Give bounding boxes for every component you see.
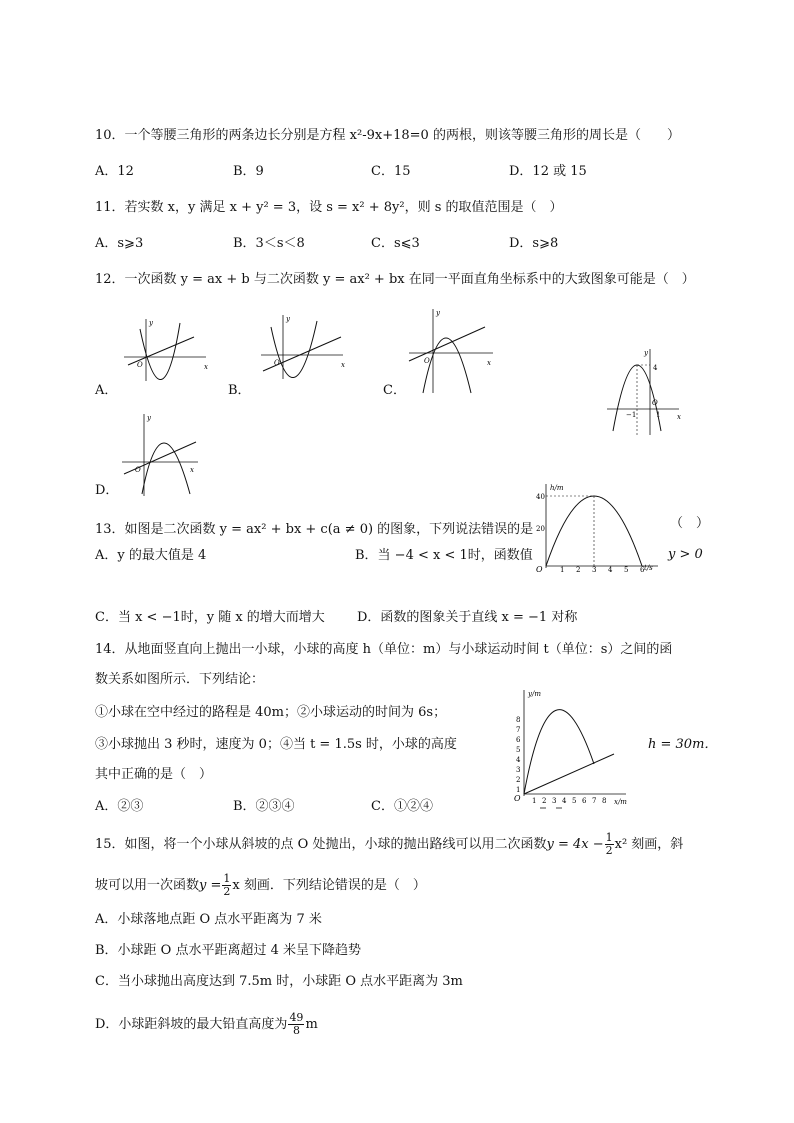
q12-stem: 12．一次函数 y = ax + b 与二次函数 y = ax² + bx 在同一平面直角坐标系中的大致图象可能是（ ） xyxy=(95,272,695,287)
q15-stem-line2 xyxy=(95,873,426,898)
q15-fraction-half xyxy=(605,832,614,857)
q15-line2-b: y = xyxy=(199,878,222,893)
q13-option-a: A．y 的最大值是 4 xyxy=(95,548,207,563)
q14-stem-line1: 14．从地面竖直向上抛出一小球，小球的高度 h（单位：m）与小球运动时间 t（单位：s）之间的函 xyxy=(95,642,673,657)
q15-stem-b: y = 4x − xyxy=(546,837,604,852)
q13-xtick-2: 2 xyxy=(576,566,581,574)
q12-graph-a xyxy=(120,315,210,385)
q13-xtick-1: 1 xyxy=(560,566,565,574)
q12-side-graph xyxy=(605,345,685,437)
q12-option-a: A． xyxy=(95,383,118,398)
q15-stem-c: x² 刻画，斜 xyxy=(614,837,684,852)
q15-stem-a: 15．如图，将一个小球从斜坡的点 O 处抛出，小球的抛出路线可以用二次函数 xyxy=(95,837,547,852)
q15-frac2-den: 2 xyxy=(223,885,231,898)
q10-stem: 10．一个等腰三角形的两条边长分别是方程 x²-9x+18=0 的两根，则该等腰三角形的周长是（ ） xyxy=(95,128,680,143)
q13-graph xyxy=(532,480,662,572)
q15-frac-den: 2 xyxy=(605,844,613,857)
q14-ytick-3: 3 xyxy=(516,766,521,774)
q14-xtick-6: 6 xyxy=(582,797,587,805)
q12-option-b: B． xyxy=(228,383,251,398)
q14-xtick-8: 8 xyxy=(602,797,607,805)
q12-graph-c xyxy=(405,305,500,395)
q14-stem-line2: 数关系如图所示．下列结论： xyxy=(95,672,265,687)
q13-option-b-tail: y > 0 xyxy=(668,547,703,562)
q10-option-b: B．9 xyxy=(233,164,264,179)
q13-stem: 13．如图是二次函数 y = ax² + bx + c(a ≠ 0) 的图象，下列说法错误的是 xyxy=(95,522,534,537)
q12-side-tick-neg: −1 xyxy=(626,411,637,419)
q13-option-d: D．函数的图象关于直线 x = −1 对称 xyxy=(357,610,578,625)
q13-paren: （ ） xyxy=(670,516,710,531)
q12-side-tick-top: 4 xyxy=(653,364,658,372)
q12-a-o-label: O xyxy=(137,361,143,369)
q13-xtick-3: 3 xyxy=(592,566,597,574)
q14-question: 其中正确的是（ ） xyxy=(95,767,213,782)
q13-option-b: B．当 −4 < x < 1时，函数值 xyxy=(355,548,533,563)
q10-option-c: C．15 xyxy=(371,164,411,179)
q15-frac-num: 1 xyxy=(605,831,613,844)
q14-ytick-7: 7 xyxy=(516,726,521,734)
q13-ytick-20: 20 xyxy=(536,525,545,533)
q10-option-a: A．12 xyxy=(95,164,134,179)
q12-a-y-label: y xyxy=(149,319,153,327)
q14-option-b: B．②③④ xyxy=(233,799,295,814)
q14-ytick-6: 6 xyxy=(516,736,521,744)
q14-statement-1-2: ①小球在空中经过的路程是 40m；②小球运动的时间为 6s； xyxy=(95,705,447,720)
q11-option-a: A．s⩾3 xyxy=(95,236,144,251)
q13-xtick-5: 5 xyxy=(624,566,629,574)
q13-ytick-40: 40 xyxy=(536,493,545,501)
q14-o-label: O xyxy=(514,794,521,803)
q11-option-c: C．s⩽3 xyxy=(371,236,420,251)
q15-stem-line1 xyxy=(95,832,683,857)
q10-option-d: D．12 或 15 xyxy=(509,164,587,179)
q12-a-x-label: x xyxy=(204,363,208,371)
q13-option-c: C．当 x < −1时，y 随 x 的增大而增大 xyxy=(95,610,325,625)
q15-option-b: B．小球距 O 点水平距离超过 4 米呈下降趋势 xyxy=(95,943,362,958)
q12-b-o-label: O xyxy=(274,359,280,367)
q15-fraction-49-8 xyxy=(288,1012,304,1037)
q11-option-b: B．3＜s＜8 xyxy=(233,236,305,251)
q12-side-y-label: y xyxy=(644,349,648,357)
q13-x-axis-label: t/s xyxy=(644,564,653,572)
q14-statement-3-4: ③小球抛出 3 秒时，速度为 0；④当 t = 1.5s 时，小球的高度 xyxy=(95,737,457,752)
q12-side-o-label: O xyxy=(652,399,658,407)
q15-line2-a: 坡可以用一次函数 xyxy=(95,878,200,893)
q14-xtick-4: 4 xyxy=(562,797,567,805)
q14-graph xyxy=(510,688,630,810)
q11-stem: 11．若实数 x，y 满足 x + y² = 3，设 s = x² + 8y²，则 s 的取值范围是（ ） xyxy=(95,200,563,215)
q14-xtick-5: 5 xyxy=(572,797,577,805)
q15-line2-c: x 刻画．下列结论错误的是（ ） xyxy=(232,878,426,893)
q13-xtick-6: 6 xyxy=(640,566,645,574)
q12-b-x-label: x xyxy=(341,361,345,369)
q14-y-axis-label: y/m xyxy=(528,690,541,698)
q14-option-c: C．①②④ xyxy=(371,799,433,814)
q15-d-num: 49 xyxy=(289,1011,304,1024)
q15-option-d xyxy=(95,1012,318,1037)
q14-ytick-2: 2 xyxy=(516,776,521,784)
q14-xtick-1: 1 xyxy=(532,797,537,805)
q14-x-axis-label: x/m xyxy=(614,798,627,806)
q11-option-d: D．s⩾8 xyxy=(509,236,559,251)
q15-option-d-unit: m xyxy=(305,1017,318,1032)
q15-option-d-text: D．小球距斜坡的最大铅直高度为 xyxy=(95,1017,288,1032)
q15-option-c: C．当小球抛出高度达到 7.5m 时，小球距 O 点水平距离为 3m xyxy=(95,974,463,989)
q13-o-label: O xyxy=(536,565,543,574)
q12-graph-b xyxy=(257,313,347,383)
q12-d-o-label: O xyxy=(135,466,141,474)
q14-xtick-7: 7 xyxy=(592,797,597,805)
q14-option-a: A．②③ xyxy=(95,799,144,814)
q13-y-axis-label: h/m xyxy=(550,484,564,492)
q14-statement-4-tail: h = 30m． xyxy=(648,737,718,752)
q12-side-x-label: x xyxy=(677,413,681,421)
q12-c-x-label: x xyxy=(487,359,491,367)
q14-ytick-1: 1 xyxy=(516,786,521,794)
q15-fraction-half-2 xyxy=(222,873,231,898)
q14-xtick-3: 3 xyxy=(552,797,557,805)
q12-graph-d xyxy=(118,410,203,498)
q12-option-d: D． xyxy=(95,483,119,498)
q14-ytick-4: 4 xyxy=(516,756,521,764)
q15-option-a: A．小球落地点距 O 点水平距离为 7 米 xyxy=(95,912,322,927)
q15-frac2-num: 1 xyxy=(223,872,231,885)
q12-c-o-label: O xyxy=(424,357,430,365)
q14-ytick-5: 5 xyxy=(516,746,521,754)
q12-option-c: C． xyxy=(383,383,406,398)
q14-ytick-8: 8 xyxy=(516,716,521,724)
q12-d-y-label: y xyxy=(147,414,151,422)
q14-xtick-2: 2 xyxy=(542,797,547,805)
q12-b-y-label: y xyxy=(286,315,290,323)
q12-side-tick-pos: 1 xyxy=(656,411,661,419)
q12-c-y-label: y xyxy=(436,309,440,317)
q15-d-den: 8 xyxy=(292,1024,300,1037)
q13-xtick-4: 4 xyxy=(608,566,613,574)
q12-d-x-label: x xyxy=(190,466,194,474)
